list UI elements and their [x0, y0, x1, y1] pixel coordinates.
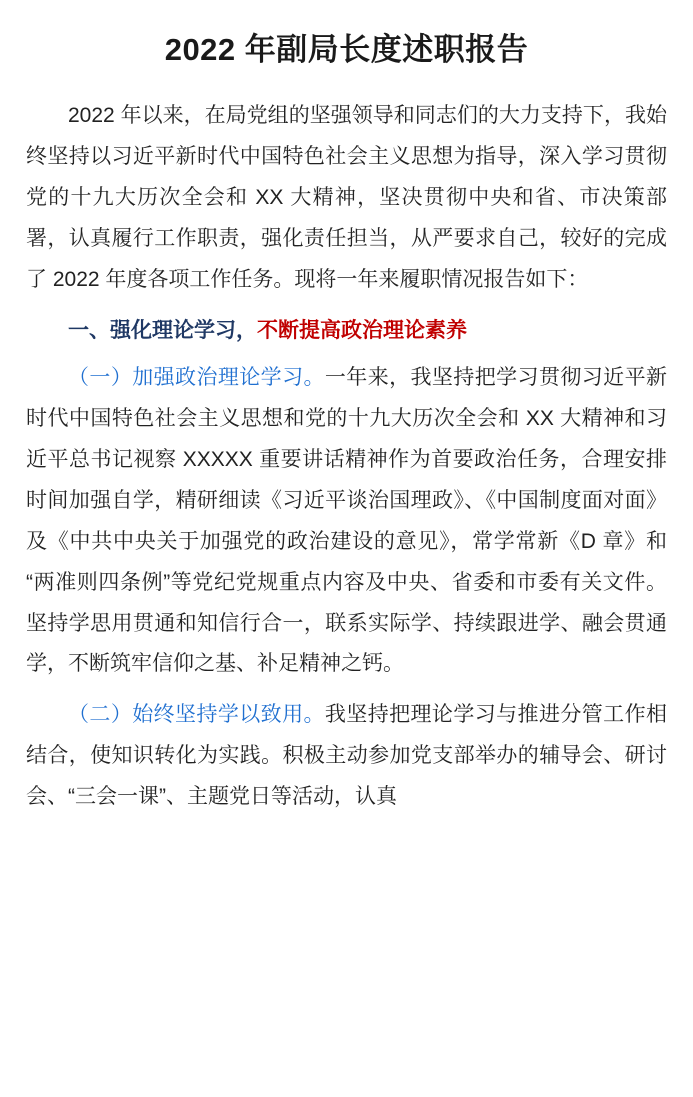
paragraph-sub-1-2: [26, 695, 667, 818]
subsection-body-1-2: 我坚持把理论学习与推进分管工作相结合，使知识转化为实践。积极主动参加党支部举办的辅导会、研讨会、“三会一课”、主题党日等活动，认真: [26, 703, 668, 809]
subsection-body-1-1: 一年来，我坚持把学习贯彻习近平新时代中国特色社会主义思想和党的十九大历次全会和 XX 大精神和习近平总书记视察 XXXXX 重要讲话精神作为首要政治任务，合理安排时间加强自学，精研细读《习近平谈治国理政》、《中国制度面对面》及《中共中央关于加强党的政治建设的意见》，常学常新《D 章》和“两准则四条例”等党纪党规重点内容及中央、省委和市委有关文件。坚持学思用贯通和知信行合一，联系实际学、持续跟进学、融会贯通学，不断筑牢信仰之基、补足精神之钙。: [26, 365, 668, 676]
subsection-heading-1-2: （二）始终坚持学以致用。: [68, 703, 325, 727]
section-heading-1-part-dark: 一、强化理论学习，: [68, 318, 257, 342]
paragraph-sub-1-1: [26, 358, 667, 686]
page-title: 2022 年副局长度述职报告: [164, 32, 529, 67]
subsection-heading-1-1: （一）加强政治理论学习。: [68, 365, 325, 389]
section-heading-1-part-red: 不断提高政治理论素养: [257, 318, 467, 342]
paragraph-intro: 2022 年以来，在局党组的坚强领导和同志们的大力支持下，我始终坚持以习近平新时代中国特色社会主义思想为指导，深入学习贯彻党的十九大历次全会和 XX 大精神，坚决贯彻中央和省、市决策部署，认真履行工作职责，强化责任担当，从严要求自己，较好的完成了 2022 年度各项工作任务。现将一年来履职情况报告如下：: [26, 104, 667, 292]
section-heading-1: [26, 311, 667, 352]
